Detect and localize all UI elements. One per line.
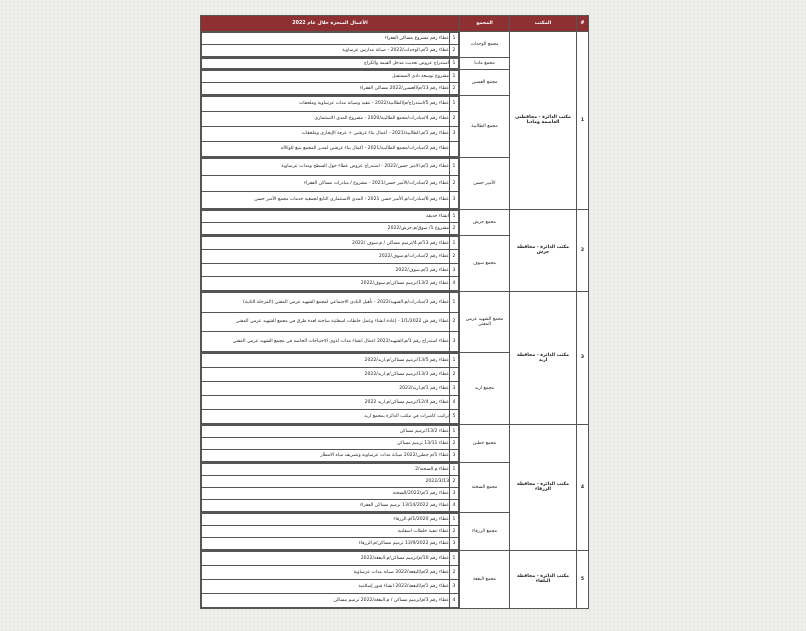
works-cell bbox=[201, 209, 460, 235]
work-item bbox=[202, 292, 459, 312]
work-item bbox=[202, 425, 459, 437]
works-cell bbox=[201, 291, 460, 352]
work-number: 2 bbox=[450, 437, 459, 449]
work-text: مشروع توسعة نادي المستقبل bbox=[202, 71, 450, 83]
works-list bbox=[201, 70, 459, 95]
table-header-row bbox=[201, 16, 589, 32]
work-text: عطاء رقم 12/4/ترميم مساكن/م.اربد 2022 bbox=[202, 395, 450, 409]
work-number: 1 bbox=[450, 59, 459, 69]
work-number: 2 bbox=[450, 367, 459, 381]
work-text: عطاء رقم مشروع مساكن الفقراء bbox=[202, 33, 450, 45]
work-text: عطاء رقم 1/2020/م.الزرقاء bbox=[202, 513, 450, 525]
work-number: 1 bbox=[450, 236, 459, 250]
works-list bbox=[201, 551, 459, 608]
work-text: عطاء رقم 13/9/2022 ترميم مساكن/م.الزرقاء bbox=[202, 537, 450, 549]
work-item bbox=[202, 487, 459, 499]
complex-name: مجمع البقعة bbox=[460, 550, 510, 608]
complex-name: مجمع الوحدات bbox=[460, 32, 510, 58]
work-number: 4 bbox=[450, 499, 459, 511]
work-item bbox=[202, 463, 459, 475]
works-list bbox=[201, 463, 459, 512]
work-text: عطاء رقم 1/م.الطالبية/2021 - أعمال بناء غرفتين + غرفة الإيجاري وملحقات bbox=[202, 127, 450, 142]
work-number: 2 bbox=[450, 45, 459, 57]
works-cell bbox=[201, 550, 460, 608]
work-item bbox=[202, 83, 459, 95]
work-item bbox=[202, 192, 459, 209]
work-item bbox=[202, 236, 459, 250]
office-header: المكتب bbox=[510, 16, 577, 32]
office-name: مكتب الدائرة - محافظة البلقاء bbox=[510, 550, 577, 608]
work-text: عطاء رقم 6/مبادرات/م.الأمير حسن 2021 - المدى الاستثماري التابع لجمعية خدمات مجمع الأمير حسن bbox=[202, 192, 450, 209]
works-list bbox=[201, 292, 459, 352]
work-item bbox=[202, 475, 459, 487]
work-number: 3 bbox=[450, 263, 459, 277]
work-item bbox=[202, 332, 459, 352]
complex-name: مجمع السخنة bbox=[460, 462, 510, 512]
work-number: 3 bbox=[450, 192, 459, 209]
office-number: 2 bbox=[577, 209, 589, 291]
work-number: 1 bbox=[450, 210, 459, 222]
office-number: 4 bbox=[577, 424, 589, 550]
work-text: عطاء رقم 2/مبادرات/مجمع الطالبية/2021 - اكمال بناء غرفتين لمدير المجمع يتبع للوكالة bbox=[202, 142, 450, 157]
works-list bbox=[201, 32, 459, 57]
work-item bbox=[202, 71, 459, 83]
works-cell bbox=[201, 512, 460, 550]
work-text: عطاء 13/2/ترميم مساكن bbox=[202, 425, 450, 437]
work-number: 3 bbox=[450, 487, 459, 499]
work-number: 2 bbox=[450, 112, 459, 127]
work-item bbox=[202, 142, 459, 157]
work-number bbox=[450, 142, 459, 157]
work-text: عطاء م.السخنة/2 bbox=[202, 463, 450, 475]
work-text: عطاء رقم 1/م/البقعة/2022 انشاء قبور إسلامية bbox=[202, 579, 450, 593]
work-number: 2 bbox=[450, 312, 459, 332]
work-text: عطاء تنفيذ خلطات اسفلتية bbox=[202, 525, 450, 537]
work-number: 1 bbox=[450, 425, 459, 437]
work-number: 3 bbox=[450, 449, 459, 461]
office-name: مكتب الدائرة - محافظة جرش bbox=[510, 209, 577, 291]
works-cell bbox=[201, 96, 460, 158]
work-text: عطاء رقم 13/م/العسين/2022 مساكن الفقراء bbox=[202, 83, 450, 95]
work-text: عطاء رقم 13/م.4/ترميم مساكن / م.سوف /2022 bbox=[202, 236, 450, 250]
work-item bbox=[202, 33, 459, 45]
works-cell bbox=[201, 70, 460, 96]
works-list bbox=[201, 353, 459, 424]
work-text: عطاء رقم 10/م/ترميم مساكن/م.البقعة/2022 bbox=[202, 551, 450, 565]
complex-name: مجمع الطالبية bbox=[460, 96, 510, 158]
work-item bbox=[202, 222, 459, 234]
works-list bbox=[201, 210, 459, 235]
work-text: مشروع 1/ سوق/م.جرش/2022 bbox=[202, 222, 450, 234]
work-item bbox=[202, 395, 459, 409]
work-number: 2 bbox=[450, 565, 459, 579]
work-item bbox=[202, 97, 459, 112]
complex-name: مجمع اربد bbox=[460, 352, 510, 424]
work-text: عطاء رقم 2/مبادرات/م.سوف/2022 bbox=[202, 250, 450, 264]
work-text: تركيب كاميرات في مكتب الدائرة بمجمع اربد bbox=[202, 409, 450, 423]
work-item bbox=[202, 593, 459, 607]
work-number: 1 bbox=[450, 159, 459, 176]
works-list bbox=[201, 513, 459, 550]
works-cell bbox=[201, 32, 460, 58]
works-cell bbox=[201, 352, 460, 424]
work-item bbox=[202, 437, 459, 449]
work-text: عطاء رقم 3/مبادرات/م.الشهيد/2022 - تأهيل النادي الاجتماعي لمجمع الشهيد عزمي المفتي (المرحلة الثانية) bbox=[202, 292, 450, 312]
office-number: 3 bbox=[577, 291, 589, 424]
works-list bbox=[201, 58, 459, 69]
work-text: عطاء رقم 1/م.سوف/2022 bbox=[202, 263, 450, 277]
works-list bbox=[201, 96, 459, 157]
works-cell bbox=[201, 158, 460, 210]
office-name: مكتب الدائرة - محافظة الزرقاء bbox=[510, 424, 577, 550]
work-number: 2 bbox=[450, 250, 459, 264]
table-row bbox=[201, 209, 589, 235]
work-item bbox=[202, 59, 459, 69]
work-number: 2 bbox=[450, 525, 459, 537]
work-item bbox=[202, 565, 459, 579]
work-number: 4 bbox=[450, 277, 459, 291]
work-text: عطاء رقم 4/مبادرات/مجمع الطالبية/2020 - مشروع المدى الاستثماري bbox=[202, 112, 450, 127]
table-row bbox=[201, 32, 589, 58]
work-number: 1 bbox=[450, 97, 459, 112]
work-text: عطاء رقم 2/مبادرات/الأمير حسن/2021 - مشروع / مبادرات مساكن الفقراء bbox=[202, 175, 450, 192]
work-text: عطاء رقم 1/م.اربد/2022 bbox=[202, 381, 450, 395]
work-number: 1 bbox=[450, 513, 459, 525]
work-item bbox=[202, 579, 459, 593]
table-row bbox=[201, 424, 589, 462]
work-item bbox=[202, 312, 459, 332]
work-text: عطاء رقم 1/م.الامير حسن/2022 - استدراج عروض عطاء حول السطح ومدات عرساوية bbox=[202, 159, 450, 176]
work-item bbox=[202, 175, 459, 192]
work-text: عطاء رقم 13/3/ترميم مساكن/م.اربد/2022 bbox=[202, 367, 450, 381]
work-text: 2022/3/13 bbox=[202, 475, 450, 487]
work-item bbox=[202, 551, 459, 565]
work-number: 2 bbox=[450, 222, 459, 234]
work-number: 1 bbox=[450, 463, 459, 475]
complex-name: الأمير حسن bbox=[460, 158, 510, 210]
work-item bbox=[202, 112, 459, 127]
complex-name: مجمع حطين bbox=[460, 424, 510, 462]
works-list bbox=[201, 158, 459, 209]
work-text: عطاء رقم 1/م/2022/السخنة bbox=[202, 487, 450, 499]
works-cell bbox=[201, 235, 460, 291]
table-row bbox=[201, 550, 589, 608]
work-number: 3 bbox=[450, 579, 459, 593]
work-item bbox=[202, 381, 459, 395]
works-list bbox=[201, 425, 459, 462]
office-name: مكتب الدائرة - محافظتي العاصمة ومادبا bbox=[510, 32, 577, 210]
work-number: 1 bbox=[450, 551, 459, 565]
work-text: عطاء رقم 2/م/البقعة/2022 صيانة مدات عرساوية bbox=[202, 565, 450, 579]
complex-header: المجمع bbox=[460, 16, 510, 32]
work-number: 4 bbox=[450, 593, 459, 607]
work-number: 3 bbox=[450, 127, 459, 142]
work-item bbox=[202, 353, 459, 367]
work-item bbox=[202, 159, 459, 176]
work-number: 3 bbox=[450, 332, 459, 352]
num-header: # bbox=[577, 16, 589, 32]
works-cell bbox=[201, 424, 460, 462]
works-header: الأعمال المنجزة خلال عام 2022 bbox=[201, 16, 460, 32]
work-text: عطاء رقم 1/م.الوحدات/2022 - صيانة مدارس عرساوية bbox=[202, 45, 450, 57]
complex-name: مجمع العسين bbox=[460, 70, 510, 96]
work-item bbox=[202, 449, 459, 461]
work-text: عطاء رقم ش 1/1/2022 - إعادة انشاء وعمل خلطات اسفلتية ساخنة لعدة طرق في مجمع الشهيد عزمي المفتي bbox=[202, 312, 450, 332]
work-item bbox=[202, 45, 459, 57]
office-name: مكتب الدائرة - محافظة اربد bbox=[510, 291, 577, 424]
complex-name: مجمع سوف bbox=[460, 235, 510, 291]
office-number: 1 bbox=[577, 32, 589, 210]
work-item bbox=[202, 537, 459, 549]
work-number: 1 bbox=[450, 353, 459, 367]
achievements-table bbox=[200, 15, 589, 609]
work-item bbox=[202, 513, 459, 525]
work-number: 5 bbox=[450, 409, 459, 423]
work-number: 1 bbox=[450, 71, 459, 83]
work-text: عطاء 1/م حطين/2022 صيانة مدات عرساوية وتصريف مياه الامطار bbox=[202, 449, 450, 461]
complex-name: مجمع جرش bbox=[460, 209, 510, 235]
works-list bbox=[201, 236, 459, 291]
work-item bbox=[202, 210, 459, 222]
work-number: 2 bbox=[450, 175, 459, 192]
work-text: عطاء رقم 5/استدراج/م/الطالبية/2022 - تنفيذ وصيانة مدات عرساوية وملحقات bbox=[202, 97, 450, 112]
table-row bbox=[201, 291, 589, 352]
work-number: 3 bbox=[450, 381, 459, 395]
work-number: 1 bbox=[450, 292, 459, 312]
work-text: عطاء استدراج رقم 1/م.الشهيد/2022 اعمال انشاء مدات لذوي الاحتياجات الخاصة في مجمع الشهيد عزمي المفتي bbox=[202, 332, 450, 352]
table-body bbox=[201, 32, 589, 609]
complex-name: مجمع مادبا bbox=[460, 58, 510, 70]
complex-name: مجمع الشهيد عزمي المفتي bbox=[460, 291, 510, 352]
work-item bbox=[202, 499, 459, 511]
work-item bbox=[202, 250, 459, 264]
work-text: عطاء رقم 13/14/2022 ترميم مساكن الفقراء bbox=[202, 499, 450, 511]
work-item bbox=[202, 367, 459, 381]
work-item bbox=[202, 525, 459, 537]
work-number: 2 bbox=[450, 83, 459, 95]
work-text: عطاء رقم 3/م/ترميم مساكن / م.البقعة/2022 ترميم مساكن bbox=[202, 593, 450, 607]
work-number: 2 bbox=[450, 475, 459, 487]
work-text: عطاء رقم 13/2/ترميم مساكن/م.سوف/2022 bbox=[202, 277, 450, 291]
work-number: 3 bbox=[450, 537, 459, 549]
work-number: 4 bbox=[450, 395, 459, 409]
work-item bbox=[202, 409, 459, 423]
work-item bbox=[202, 263, 459, 277]
work-item bbox=[202, 277, 459, 291]
complex-name: مجمع الزرقاء bbox=[460, 512, 510, 550]
work-item bbox=[202, 127, 459, 142]
work-text: عطاء رقم 13/5/ترميم مساكن/م.اربد/2022 bbox=[202, 353, 450, 367]
work-text: انشاء حديقة bbox=[202, 210, 450, 222]
work-text: استدراج عروض تحديث مدخل القيمة والكراج bbox=[202, 59, 450, 69]
office-number: 5 bbox=[577, 550, 589, 608]
works-cell bbox=[201, 462, 460, 512]
work-number: 1 bbox=[450, 33, 459, 45]
work-text: عطاء 13/11 ترميم مساكن bbox=[202, 437, 450, 449]
works-cell bbox=[201, 58, 460, 70]
